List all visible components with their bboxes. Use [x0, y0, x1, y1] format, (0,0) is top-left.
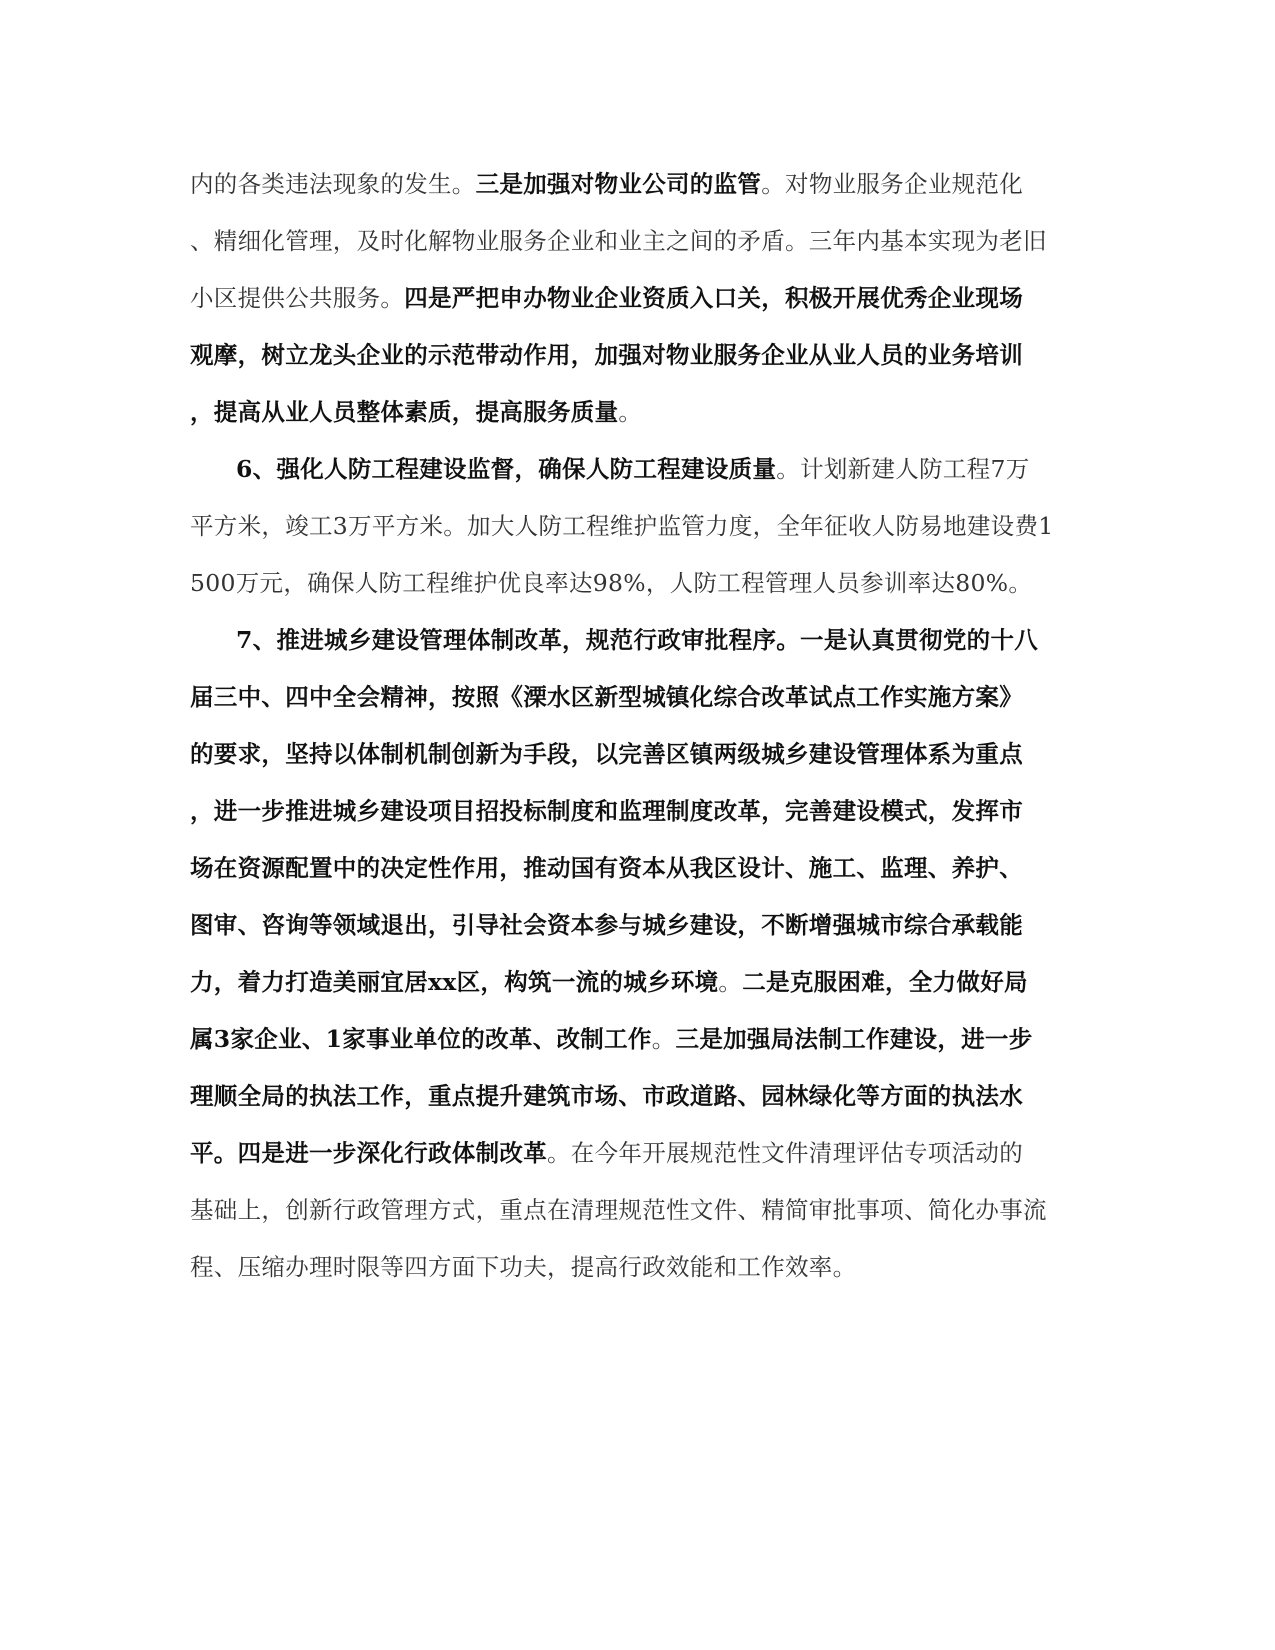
- text-line-3: [190, 278, 1090, 318]
- text-run-bold: 届三中、四中全会精神，按照《溧水区新型城镇化综合改革试点工作实施方案》: [190, 683, 1023, 711]
- text-line-1: [190, 164, 1090, 204]
- text-line-12: [190, 791, 1090, 831]
- text-line-6: [236, 449, 1136, 489]
- text-run: 。在今年开展规范性文件清理评估专项活动的: [547, 1139, 1023, 1167]
- text-run: 小区提供公共服务。: [190, 284, 405, 312]
- text-run: 基础上，创新行政管理方式，重点在清理规范性文件、精简审批事项、简化办事流: [190, 1196, 1047, 1224]
- text-run-bold: ，进一步推进城乡建设项目招投标制度和监理制度改革，完善建设模式，发挥市: [190, 797, 1023, 825]
- text-run-bold: 平。四是进一步深化行政体制改革: [190, 1139, 547, 1167]
- text-line-14: [190, 905, 1090, 945]
- text-line-8: [190, 563, 1090, 603]
- text-run: 。计划新建人防工程7万: [776, 455, 1030, 483]
- text-line-7: [190, 506, 1090, 546]
- text-run: 内的各类违法现象的发生。: [190, 170, 476, 198]
- text-run: 。: [718, 968, 743, 996]
- text-line-20: [190, 1247, 1090, 1287]
- text-line-4: [190, 335, 1090, 375]
- text-run-bold: 属3家企业、1家事业单位的改革、改制工作: [190, 1025, 652, 1053]
- text-line-16: [190, 1019, 1090, 1059]
- text-run-bold: ，提高从业人员整体素质，提高服务质量: [190, 398, 619, 426]
- text-line-2: [190, 221, 1090, 261]
- text-run-bold: 7、推进城乡建设管理体制改革，规范行政审批程序。一是认真贯彻党的十八: [236, 626, 1039, 654]
- text-run-bold: 二是克服困难，全力做好局: [742, 968, 1028, 996]
- text-run-bold: 四是严把申办物业企业资质入口关，积极开展优秀企业现场: [404, 284, 1024, 312]
- text-run-bold: 的要求，坚持以体制机制创新为手段，以完善区镇两级城乡建设管理体系为重点: [190, 740, 1023, 768]
- text-run: 。: [651, 1025, 676, 1053]
- text-line-9: [236, 620, 1136, 660]
- text-line-17: [190, 1076, 1090, 1116]
- text-line-11: [190, 734, 1090, 774]
- text-run: 、精细化管理，及时化解物业服务企业和业主之间的矛盾。三年内基本实现为老旧: [190, 227, 1047, 255]
- text-line-10: [190, 677, 1090, 717]
- text-run-bold: 观摩，树立龙头企业的示范带动作用，加强对物业服务企业从业人员的业务培训: [190, 341, 1023, 369]
- text-run: 程、压缩办理时限等四方面下功夫，提高行政效能和工作效率。: [190, 1253, 857, 1281]
- text-run-bold: 三是加强局法制工作建设，进一步: [675, 1025, 1033, 1053]
- text-run-bold: 力，着力打造美丽宜居xx区，构筑一流的城乡环境: [190, 968, 719, 996]
- text-run: 。对物业服务企业规范化: [761, 170, 1024, 198]
- text-line-15: [190, 962, 1090, 1002]
- text-run: 500万元，确保人防工程维护优良率达98%，人防工程管理人员参训率达80%。: [190, 569, 1033, 597]
- text-line-18: [190, 1133, 1090, 1173]
- text-run: 平方米，竣工3万平方米。加大人防工程维护监管力度，全年征收人防易地建设费1: [190, 512, 1054, 540]
- text-run-bold: 场在资源配置中的决定性作用，推动国有资本从我区设计、施工、监理、养护、: [190, 854, 1023, 882]
- text-run: 。: [618, 398, 643, 426]
- text-line-19: [190, 1190, 1090, 1230]
- text-run-bold: 理顺全局的执法工作，重点提升建筑市场、市政道路、园林绿化等方面的执法水: [190, 1082, 1023, 1110]
- text-run-bold: 6、强化人防工程建设监督，确保人防工程建设质量: [236, 455, 777, 483]
- text-run-bold: 图审、咨询等领域退出，引导社会资本参与城乡建设，不断增强城市综合承载能: [190, 911, 1023, 939]
- text-line-13: [190, 848, 1090, 888]
- text-line-5: [190, 392, 1090, 432]
- text-run-bold: 三是加强对物业公司的监管: [475, 170, 762, 198]
